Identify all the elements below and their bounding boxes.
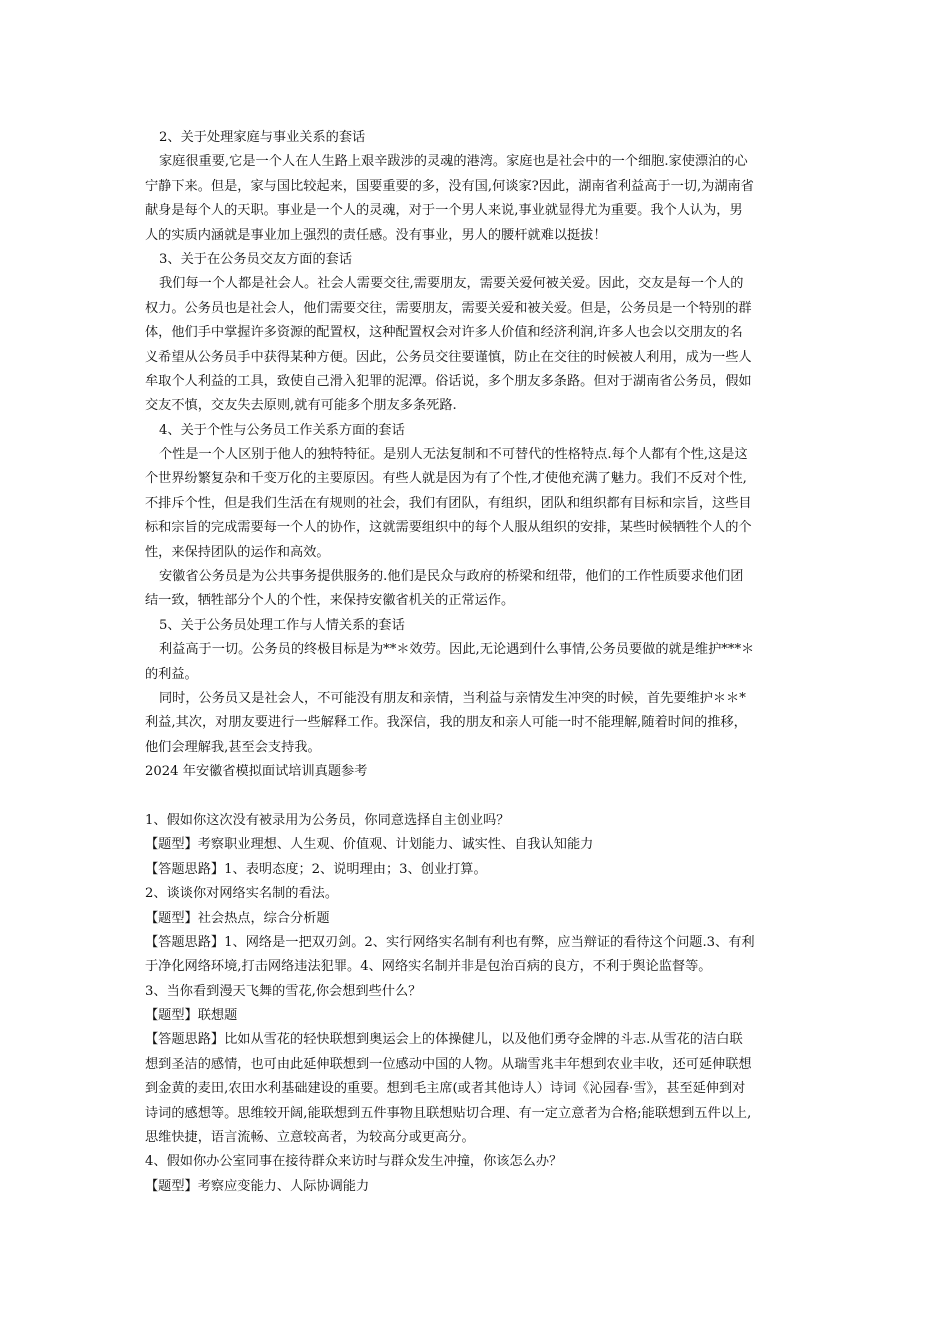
paragraph-line: 交友不慎，交友失去原则,就有可能多个朋友多条死路. — [145, 398, 457, 414]
question-type-line: 【题型】社会热点，综合分析题 — [145, 910, 330, 926]
paragraph-line: 我们每一个人都是社会人。社会人需要交往,需要朋友，需要关爱何被关爱。因此，交友是每一个人的 — [159, 276, 744, 292]
paragraph-line: 结一致，牺牲部分个人的个性，来保持安徽省机关的正常运作。 — [145, 593, 515, 609]
paragraph-line: 同时，公务员又是社会人，不可能没有朋友和亲情，当利益与亲情发生冲突的时候，首先要维护＊＊* — [159, 690, 746, 706]
paragraph-line: 权力。公务员也是社会人，他们需要交往，需要朋友，需要关爱和被关爱。但是，公务员是一个特别的群 — [145, 300, 752, 316]
answer-line: 想到圣洁的感情，也可由此延伸联想到一位感动中国的人物。从瑞雪兆丰年想到农业丰收，还可延伸联想 — [145, 1056, 752, 1072]
question-type-line: 【题型】考察应变能力、人际协调能力 — [145, 1178, 370, 1194]
paragraph-line: 利益,其次，对朋友要进行一些解释工作。我深信，我的朋友和亲人可能一时不能理解,随着时间的推移， — [145, 715, 747, 731]
paragraph-line: 性，来保持团队的运作和高效。 — [145, 544, 330, 560]
paragraph-line: 个性是一个人区别于他人的独特特征。是别人无法复制和不可替代的性格特点.每个人都有个性,这是这 — [159, 447, 748, 463]
section-heading: 3、关于在公务员交友方面的套话 — [159, 251, 353, 267]
section-heading: 2、关于处理家庭与事业关系的套话 — [159, 130, 366, 145]
paragraph-line: 宁静下来。但是，家与国比较起来，国要重要的多，没有国,何谈家?因此，湖南省利益高于一切,为湖南省 — [145, 178, 754, 194]
answer-line: 思维快捷，语言流畅、立意较高者，为较高分或更高分。 — [145, 1130, 475, 1146]
document-page — [145, 126, 815, 1199]
paragraph-line: 安徽省公务员是为公共事务提供服务的.他们是民众与政府的桥梁和纽带，他们的工作性质要求他们团 — [159, 569, 744, 585]
question-type-line: 【题型】联想题 — [145, 1008, 238, 1024]
section-heading: 4、关于个性与公务员工作关系方面的套话 — [159, 422, 405, 438]
answer-line: 于净化网络环境,打击网络违法犯罪。4、网络实名制并非是包治百病的良方，不利于舆论监督等。 — [145, 959, 712, 975]
paragraph-line: 个世界纷繁复杂和千变万化的主要原因。有些人就是因为有了个性,才使他充满了魅力。我们不反对个性, — [145, 471, 747, 487]
paragraph-line: 不排斥个性，但是我们生活在有规则的社会，我们有团队，有组织，团队和组织都有目标和宗旨，这些目 — [145, 495, 752, 511]
paragraph-line: 他们会理解我,甚至会支持我。 — [145, 739, 321, 755]
paragraph-line: 家庭很重要,它是一个人在人生路上艰辛跋涉的灵魂的港湾。家庭也是社会中的一个细胞.家使漂泊的心 — [159, 154, 748, 170]
paragraph-line: 的利益。 — [145, 666, 198, 682]
paragraph-line: 标和宗旨的完成需要每一个人的协作，这就需要组织中的每个人服从组织的安排，某些时候牺牲个人的个 — [145, 520, 752, 536]
question-type-line: 【题型】考察职业理想、人生观、价值观、计划能力、诚实性、自我认知能力 — [145, 837, 594, 853]
paragraph-line: 人的实质内涵就是事业加上强烈的责任感。没有事业，男人的腰杆就难以挺拔！ — [145, 227, 607, 243]
question-line: 1、假如你这次没有被录用为公务员，你同意选择自主创业吗？ — [145, 812, 510, 828]
section-heading: 5、关于公务员处理工作与人情关系的套话 — [159, 617, 405, 633]
paragraph-line: 体，他们手中掌握许多资源的配置权，这种配置权会对许多人价值和经济利润,许多人也会以交朋友的名 — [145, 325, 743, 341]
answer-line: 【答题思路】1、表明态度；2、说明理由；3、创业打算。 — [145, 861, 487, 877]
paragraph-line: 牟取个人利益的工具，致使自己滑入犯罪的泥潭。俗话说，多个朋友多条路。但对于湖南省公务员，假如 — [145, 373, 752, 389]
section-title: 2024 年安徽省模拟面试培训真题参考 — [145, 764, 368, 780]
question-line: 4、假如你办公室同事在接待群众来访时与群众发生冲撞，你该怎么办？ — [145, 1154, 563, 1170]
question-line: 3、当你看到漫天飞舞的雪花,你会想到些什么？ — [145, 983, 422, 999]
answer-line: 【答题思路】1、网络是一把双刃剑。2、实行网络实名制有利也有弊，应当辩证的看待这个问题.3、有利 — [145, 934, 755, 950]
paragraph-line: 献身是每个人的天职。事业是一个人的灵魂，对于一个男人来说,事业就显得尤为重要。我个人认为，男 — [145, 203, 743, 219]
blank-line — [145, 785, 815, 809]
answer-line: 诗词的感想等。思维较开阔,能联想到五件事物且联想贴切合理、有一定立意者为合格;能联想到五件以上, — [145, 1105, 752, 1121]
paragraph-line: 利益高于一切。公务员的终极目标是为**＊效劳。因此,无论遇到什么事情,公务员要做的就是维护***＊ — [159, 642, 755, 658]
paragraph-line: 义希望从公务员手中获得某种方便。因此，公务员交往要谨慎，防止在交往的时候被人利用，成为一些人 — [145, 349, 752, 365]
question-line: 2、谈谈你对网络实名制的看法。 — [145, 886, 339, 902]
answer-line: 到金黄的麦田,农田水利基础建设的重要。想到毛主席(或者其他诗人）诗词《沁园春·雪》，甚至延伸到对 — [145, 1081, 746, 1097]
answer-line: 【答题思路】比如从雪花的轻快联想到奥运会上的体操健儿，以及他们勇夺金牌的斗志.从雪花的洁白联 — [145, 1032, 743, 1048]
